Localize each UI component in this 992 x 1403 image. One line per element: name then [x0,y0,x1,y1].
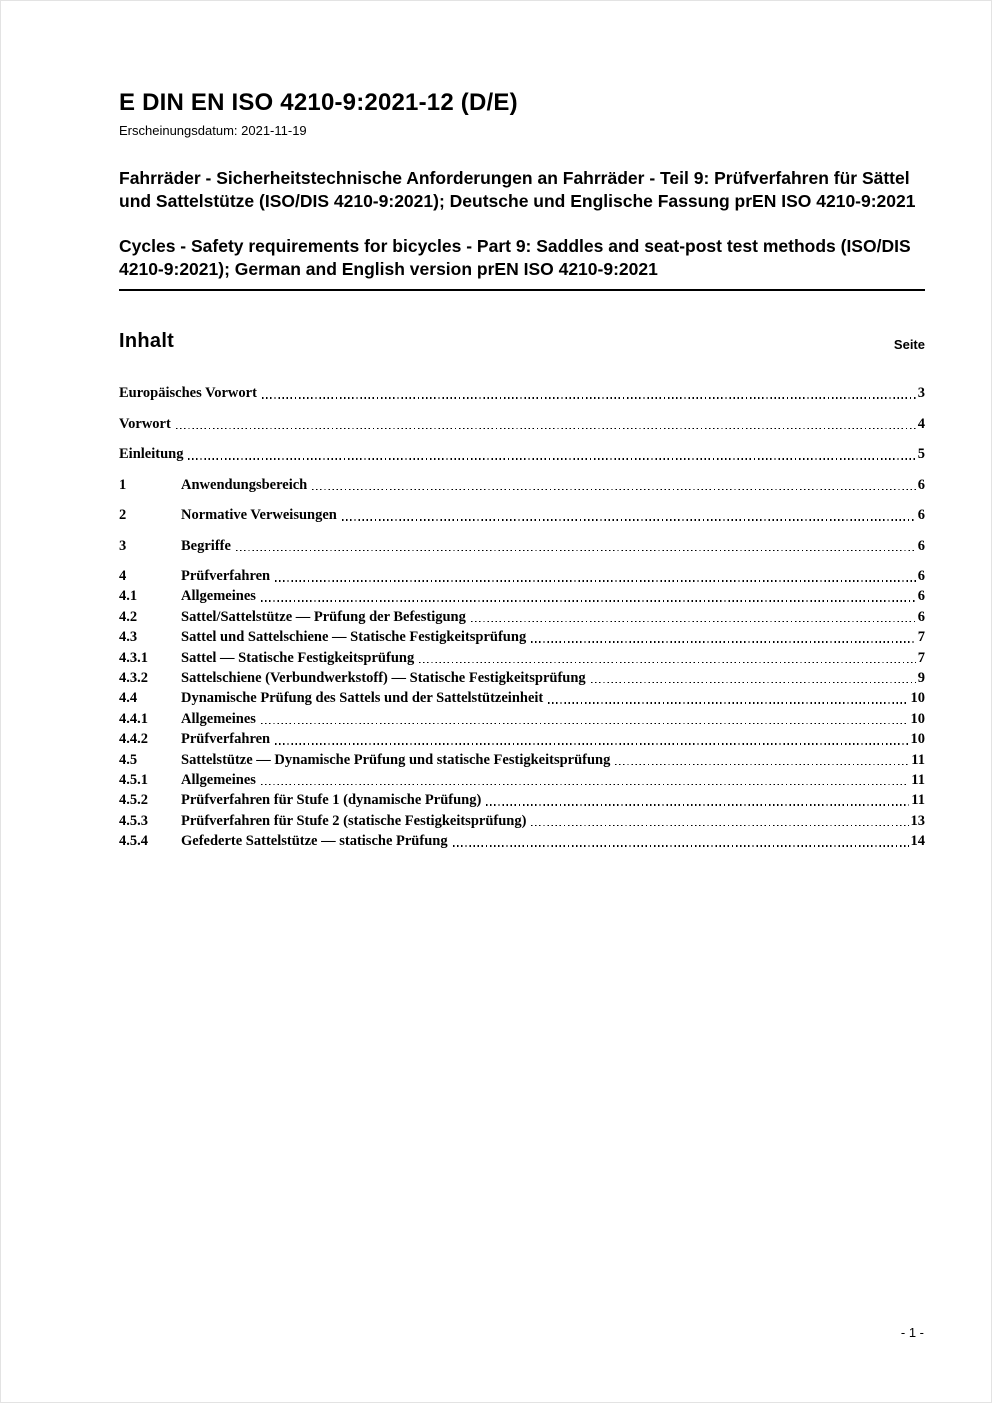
toc-entry [119,416,925,433]
toc-entry-page: 10 [910,690,925,707]
toc-header [119,329,925,353]
toc-entry-title: Europäisches Vorwort [119,385,257,401]
toc-entry-page: 4 [917,415,925,432]
toc-entry-title: Sattel und Sattelschiene — Statische Festigkeitsprüfung [181,629,527,646]
toc-entry-number: 1 [119,476,127,493]
toc-entry-number: 4.5.3 [119,812,148,829]
footer-page-number: - 1 - [900,1325,924,1340]
toc-entry-page: 9 [917,669,925,686]
toc-entry [119,731,925,748]
toc-leader-dots [236,550,916,552]
toc-entry-title: Einleitung [119,446,184,462]
toc-entry [119,477,925,494]
toc-entry-title: Prüfverfahren für Stufe 2 (statische Festigkeitsprüfung) [181,812,527,829]
toc-entry-number: 4.5.2 [119,792,148,809]
toc-entry-page: 7 [917,649,925,666]
toc-entry [119,446,925,463]
toc-entry-number: 4.4 [119,690,138,707]
toc-entry-page: 13 [910,812,925,829]
publication-date: Erscheinungsdatum: 2021-11-19 [119,123,307,138]
toc-entry-page: 11 [911,771,925,788]
toc-entry-number: 4.5.4 [119,833,148,850]
toc-entry-page: 6 [917,588,925,605]
toc-entry-title: Vorwort [119,415,171,432]
toc-entry-number: 3 [119,537,127,554]
toc-entry [119,752,925,769]
toc-entry-title: Dynamische Prüfung des Sattels und der Sattelstützeinheit [181,690,544,707]
toc-leader-dots [453,845,909,847]
toc-entry-number: 4.2 [119,608,138,625]
toc-entry [119,385,925,402]
toc-leader-dots [342,519,916,521]
toc-entry [119,650,925,667]
toc-entry-title: Gefederte Sattelstütze — statische Prüfung [181,833,448,850]
toc-entry [119,538,925,555]
toc-entry-page: 6 [917,568,925,584]
toc-heading: Inhalt [119,330,175,352]
toc-leader-dots [312,489,916,491]
toc-entry-number: 4.5 [119,751,138,768]
toc-entry-page: 10 [910,710,925,727]
toc-entry-title: Sattelstütze — Dynamische Prüfung und statische Festigkeitsprüfung [181,751,611,768]
toc-entry [119,629,925,646]
toc-entry-page: 3 [917,385,925,401]
toc-leader-dots [261,600,916,602]
toc-entry-page: 6 [917,537,925,554]
toc-entry-title: Begriffe [181,537,231,554]
toc-entry-page: 11 [911,751,925,768]
toc-entry-title: Anwendungsbereich [181,476,308,493]
toc-entry-title: Allgemeines [181,588,256,605]
toc-leader-dots [531,825,908,827]
toc-entry [119,711,925,728]
toc-entry [119,690,925,707]
toc-leader-dots [261,784,909,786]
toc-leader-dots [275,743,908,745]
toc-leader-dots [531,641,916,643]
toc-leader-dots [262,397,916,399]
toc-entry-title: Allgemeines [181,771,256,788]
toc-list [119,385,925,850]
toc-entry-title: Sattel — Statische Festigkeitsprüfung [181,649,415,666]
toc-leader-dots [275,580,916,582]
toc-entry-number: 4.3 [119,629,138,646]
toc-leader-dots [548,702,908,704]
toc-entry-page: 7 [917,629,925,646]
toc-entry [119,507,925,524]
toc-leader-dots [486,804,909,806]
toc-leader-dots [615,764,909,766]
english-title: Cycles - Safety requirements for bicycles - Part 9: Saddles and seat-post test methods (ISO/DIS 4210-9:2021); German and English version prEN ISO 4210-9:2021 [119,235,925,291]
toc-entry-number: 4.1 [119,588,138,605]
toc-entry-title: Allgemeines [181,710,256,727]
toc-entry-title: Sattelschiene (Verbundwerkstoff) — Statische Festigkeitsprüfung [181,669,586,686]
toc-leader-dots [188,458,915,460]
toc-entry-number: 4.5.1 [119,771,148,788]
toc-entry [119,813,925,830]
toc-entry [119,772,925,789]
toc-entry-page: 11 [911,792,925,809]
toc-entry-page: 5 [917,446,925,462]
toc-entry-title: Prüfverfahren [181,731,271,748]
toc-entry-title: Normative Verweisungen [181,507,337,523]
toc-entry-number: 2 [119,507,127,523]
document-title: E DIN EN ISO 4210-9:2021-12 (D/E) [119,89,518,116]
toc-entry-title: Prüfverfahren für Stufe 1 (dynamische Prüfung) [181,792,482,809]
toc-page-column-label: Seite [893,337,925,352]
toc-entry-number: 4.3.1 [119,649,148,666]
toc-leader-dots [591,682,916,684]
toc-entry-page: 14 [910,833,925,850]
toc-entry-number: 4.3.2 [119,669,148,686]
toc-leader-dots [471,621,916,623]
toc-entry-number: 4 [119,568,127,584]
toc-entry [119,792,925,809]
toc-entry [119,568,925,585]
toc-entry-number: 4.4.1 [119,710,148,727]
german-title: Fahrräder - Sicherheitstechnische Anforderungen an Fahrräder - Teil 9: Prüfverfahren für Sättel und Sattelstütze (ISO/DIS 4210-9:2021); Deutsche und Englische Fassung prEN ISO 4210-9:2021 [119,168,916,211]
toc-entry-page: 6 [917,476,925,493]
toc-entry [119,588,925,605]
toc-leader-dots [176,428,916,430]
toc-entry [119,609,925,626]
toc-entry-page: 6 [917,608,925,625]
toc-entry [119,670,925,687]
toc-leader-dots [419,662,916,664]
toc-entry-title: Sattel/Sattelstütze — Prüfung der Befestigung [181,608,466,625]
toc-entry-number: 4.4.2 [119,731,148,748]
toc-entry [119,833,925,850]
toc-leader-dots [261,723,909,725]
toc-entry-page: 10 [910,731,925,748]
toc-entry-title: Prüfverfahren [181,568,271,584]
toc-entry-page: 6 [917,507,925,523]
